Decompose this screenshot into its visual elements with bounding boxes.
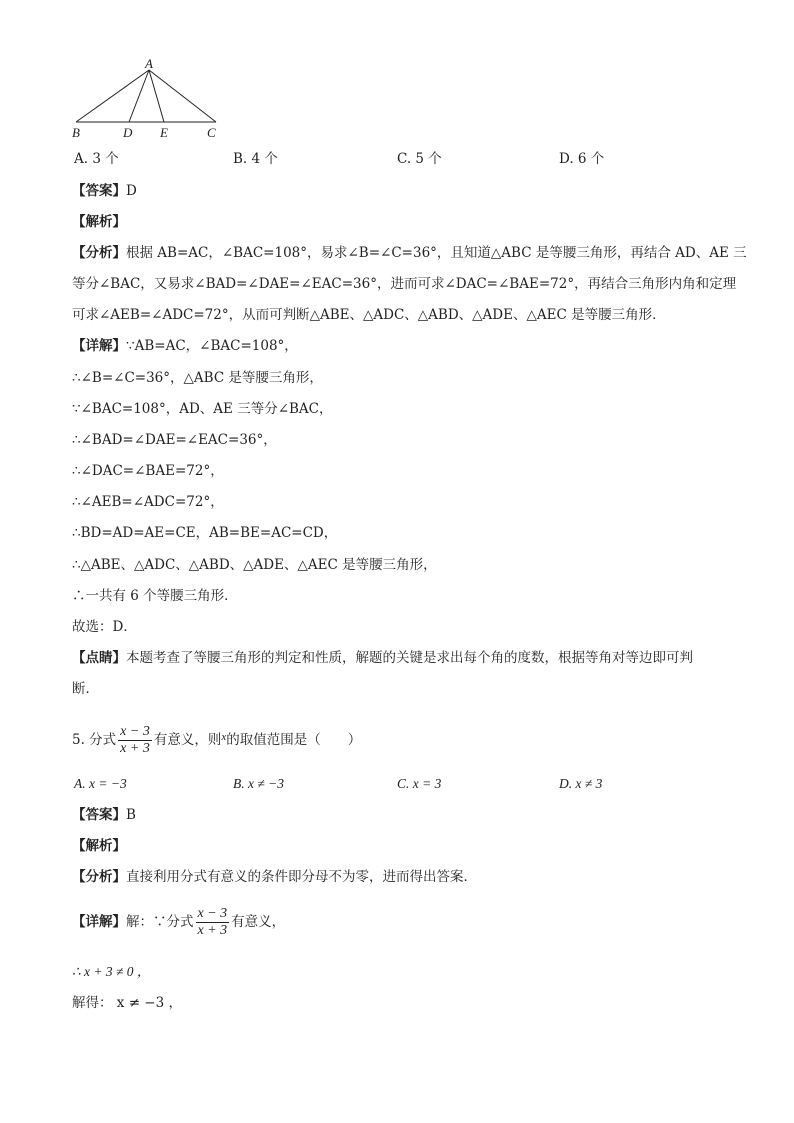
segment-ae (149, 70, 164, 122)
segment-ad (129, 70, 149, 122)
label-d: D (123, 125, 133, 140)
q5-option-c: C. x = 3 (397, 776, 442, 791)
detail-pre: 解：∵分式 (126, 914, 194, 930)
q5-detail-line2: ∴ x + 3 ≠ 0 ， (72, 964, 151, 979)
q4-detail-line6: ∴∠AEB=∠ADC=72°， (72, 494, 224, 510)
q4-answer (72, 181, 137, 201)
q5-option-a: A. x = −3 (74, 776, 127, 791)
q5-fraction (118, 724, 152, 757)
q4-option-a: A. 3 个 (74, 151, 119, 167)
q4-detail-line7: ∴BD=AD=AE=CE，AB=BE=AC=CD， (72, 525, 338, 541)
q5-detail-frac-numerator: x − 3 (197, 906, 228, 921)
q4-option-d: D. 6 个 (559, 151, 605, 167)
q4-fenxi-line2: 等分∠BAC，又易求∠BAD=∠DAE=∠EAC=36°，进而可求∠DAC=∠BAE=72°，再结合三角形内角和定理 (72, 276, 737, 292)
q5-suffix: 的取值范围是（ ） (226, 732, 362, 748)
q4-option-b: B. 4 个 (233, 151, 278, 167)
q4-detail-line10: 故选：D． (72, 619, 137, 635)
answer-value: D (126, 183, 137, 199)
answer-tag: 【答案】 (72, 183, 126, 199)
label-e: E (160, 125, 168, 140)
q5-frac-numerator: x − 3 (120, 724, 150, 739)
q5-option-d: D. x ≠ 3 (559, 776, 603, 791)
q4-analysis-tag: 【解析】 (72, 214, 126, 230)
label-c: C (207, 125, 216, 140)
q4-option-c: C. 5 个 (397, 151, 442, 167)
q4-detail-line9: ∴一共有 6 个等腰三角形． (72, 588, 238, 604)
fenxi-tag: 【分析】 (72, 869, 126, 885)
detail-text-1: ∵AB=AC，∠BAC=108°， (126, 338, 298, 354)
q4-detail-line2: ∴∠B=∠C=36°，△ABC 是等腰三角形， (72, 370, 323, 386)
q5-analysis-tag: 【解析】 (72, 838, 126, 854)
q5-detail-fraction (196, 906, 230, 939)
detail-tag: 【详解】 (72, 914, 126, 930)
q4-dianjing-line2: 断． (72, 681, 99, 697)
q4-detail-line1 (72, 336, 298, 356)
q4-detail-line3: ∵∠BAC=108°，AD、AE 三等分∠BAC， (72, 401, 333, 417)
q5-detail-frac-denominator: x + 3 (197, 923, 228, 938)
q5-detail-line1 (72, 904, 285, 940)
segment-ac (149, 70, 216, 122)
q5-detail-line3: 解得： x ≠ −3 ， (72, 995, 182, 1011)
detail-post: 有意义， (231, 914, 286, 930)
q5-var: x (221, 731, 227, 743)
answer-tag: 【答案】 (72, 807, 126, 823)
q4-dianjing-line1 (72, 648, 693, 668)
q4-detail-line8: ∴△ABE、△ADC、△ABD、△ADE、△AEC 是等腰三角形， (72, 557, 437, 573)
detail-tag: 【详解】 (72, 338, 126, 354)
q5-prefix: 5. 分式 (72, 732, 117, 748)
dianjing-tag: 【点睛】 (72, 650, 126, 666)
triangle-figure (68, 58, 228, 144)
q4-fenxi-line3: 可求∠AEB=∠ADC=72°，从而可判断△ABE、△ADC、△ABD、△ADE、△AEC 是等腰三角形． (72, 307, 666, 323)
dianjing-text-1: 本题考查了等腰三角形的判定和性质，解题的关键是求出每个角的度数，根据等角对等边即可判 (126, 650, 693, 666)
fenxi-tag: 【分析】 (72, 245, 126, 261)
q5-option-b: B. x ≠ −3 (233, 776, 285, 791)
q5-frac-denominator: x + 3 (120, 741, 150, 756)
segment-ab (76, 70, 149, 122)
label-b: B (72, 125, 80, 140)
q5-answer (72, 805, 136, 825)
answer-value: B (126, 807, 136, 823)
fenxi-text-1: 根据 AB=AC，∠BAC=108°，易求∠B=∠C=36°，且知道△ABC 是等腰三角形，再结合 AD、AE 三 (126, 245, 747, 261)
q4-detail-line5: ∴∠DAC=∠BAE=72°， (72, 463, 224, 479)
label-a: A (145, 58, 153, 71)
fenxi-text: 直接利用分式有意义的条件即分母不为零，进而得出答案． (126, 869, 477, 885)
q4-fenxi-line1 (72, 243, 747, 263)
q5-stem (72, 719, 361, 758)
q4-detail-line4: ∴∠BAD=∠DAE=∠EAC=36°， (72, 432, 277, 448)
q5-middle: 有意义，则 (153, 732, 222, 748)
q5-fenxi (72, 867, 477, 887)
